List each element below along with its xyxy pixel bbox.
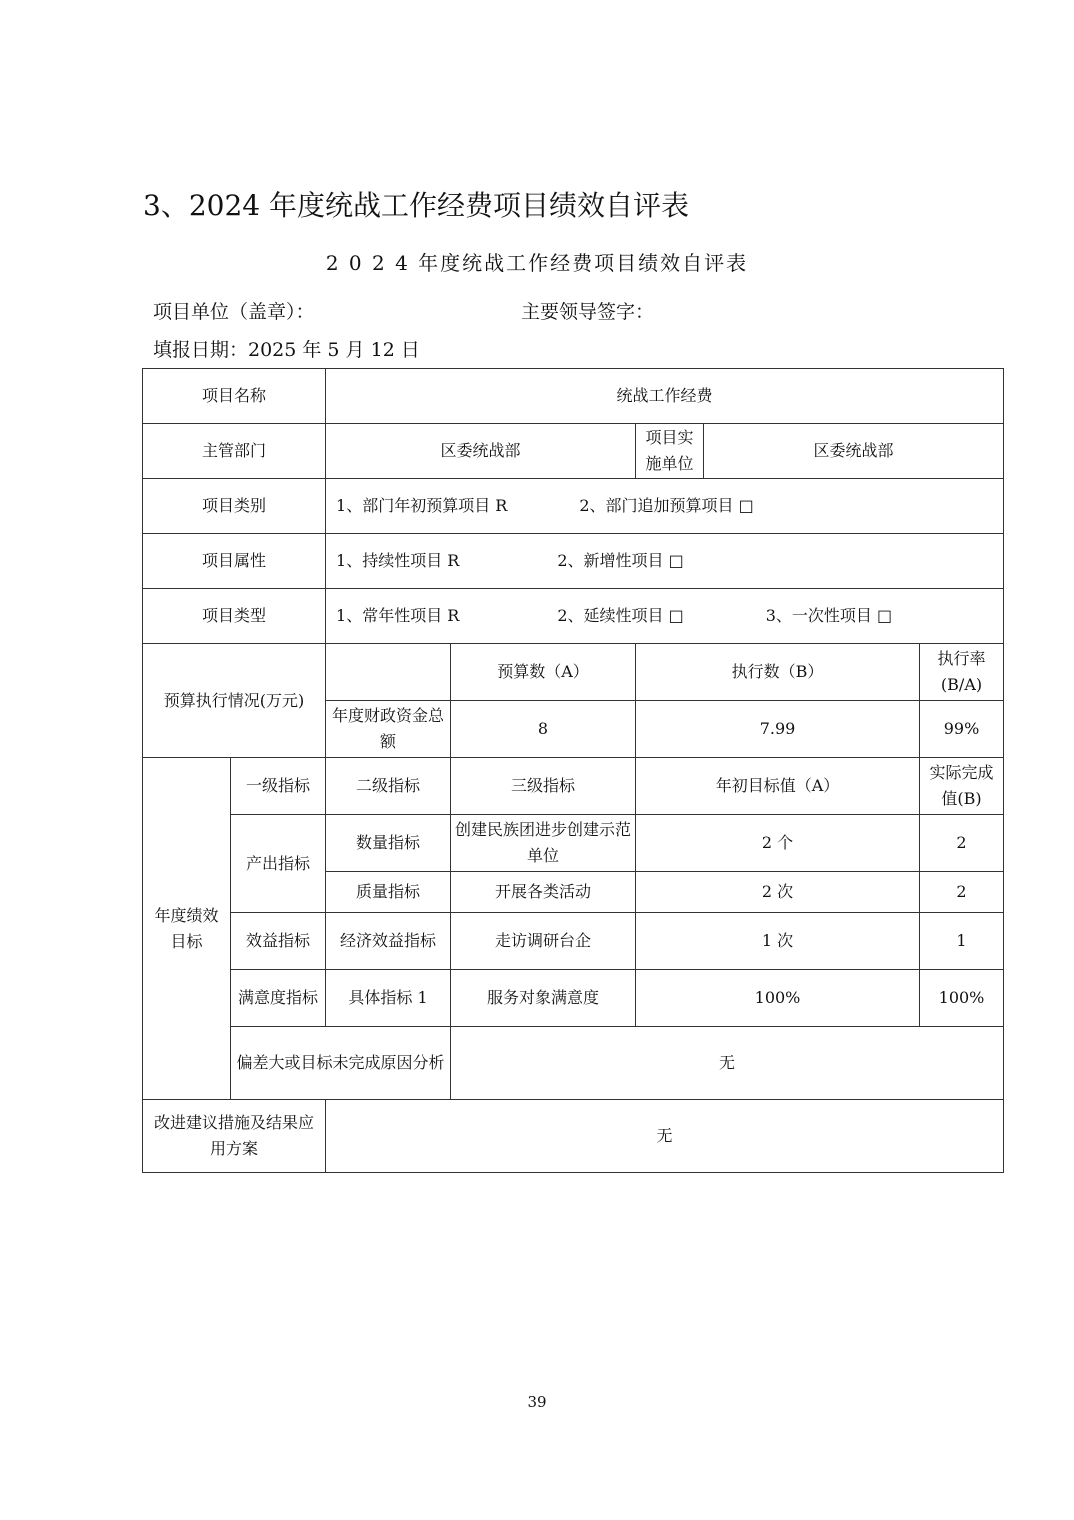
dept-label: 主管部门 (143, 424, 326, 479)
table-row (143, 913, 1004, 970)
budget-rate-value: 99% (920, 701, 1004, 758)
col-level3: 三级指标 (451, 758, 636, 815)
leader-signature-label: 主要领导签字： (521, 301, 655, 323)
budget-empty-cell (326, 644, 451, 701)
type-label: 项目类型 (143, 589, 326, 644)
indicator-target: 100% (636, 970, 920, 1027)
indicator-level3: 走访调研台企 (451, 913, 636, 970)
indicator-level2: 经济效益指标 (326, 913, 451, 970)
improvement-value: 无 (326, 1100, 1004, 1173)
col-actual: 实际完成值(B) (920, 758, 1004, 815)
impl-value: 区委统战部 (704, 424, 1004, 479)
attribute-label: 项目属性 (143, 534, 326, 589)
indicator-actual: 1 (920, 913, 1004, 970)
dept-value: 区委统战部 (326, 424, 636, 479)
type-option-3: 3、一次性项目 □ (765, 606, 893, 625)
indicator-level2: 质量指标 (326, 872, 451, 913)
deviation-value: 无 (451, 1027, 1004, 1100)
budget-b-value: 7.99 (636, 701, 920, 758)
page-heading: 3、2024 年度统战工作经费项目绩效自评表 (143, 189, 689, 222)
attribute-options (326, 534, 1004, 589)
indicator-actual: 2 (920, 815, 1004, 872)
indicator-level3: 创建民族团进步创建示范单位 (451, 815, 636, 872)
attribute-option-1: 1、持续性项目 R (336, 551, 460, 570)
row-department (143, 424, 1004, 479)
budget-col-a: 预算数（A） (451, 644, 636, 701)
budget-col-b: 执行数（B） (636, 644, 920, 701)
type-option-2: 2、延续性项目 □ (557, 606, 684, 625)
category-option-1: 1、部门年初预算项目 R (336, 496, 508, 515)
indicator-target: 2 次 (636, 872, 920, 913)
row-category (143, 479, 1004, 534)
indicator-actual: 100% (920, 970, 1004, 1027)
indicator-target: 1 次 (636, 913, 920, 970)
row-deviation (143, 1027, 1004, 1100)
table-title: 2 0 2 4 年度统战工作经费项目绩效自评表 (325, 251, 749, 275)
budget-a-value: 8 (451, 701, 636, 758)
perf-goal-label: 年度绩效目标 (143, 758, 231, 1100)
performance-table (142, 368, 1004, 1173)
row-budget-header (143, 644, 1004, 701)
budget-row-label: 年度财政资金总额 (326, 701, 451, 758)
col-target: 年初目标值（A） (636, 758, 920, 815)
attribute-option-2: 2、新增性项目 □ (557, 551, 684, 570)
table-row (143, 815, 1004, 872)
row-improvement (143, 1100, 1004, 1173)
indicator-target: 2 个 (636, 815, 920, 872)
row-type (143, 589, 1004, 644)
project-unit-label: 项目单位（盖章）： (153, 301, 315, 323)
fill-date: 填报日期：2025 年 5 月 12 日 (153, 339, 420, 361)
col-level2: 二级指标 (326, 758, 451, 815)
row-indicator-header (143, 758, 1004, 815)
page-number: 39 (527, 1393, 547, 1411)
benefit-indicator-label: 效益指标 (231, 913, 326, 970)
row-attribute (143, 534, 1004, 589)
indicator-level3: 服务对象满意度 (451, 970, 636, 1027)
col-level1: 一级指标 (231, 758, 326, 815)
category-options (326, 479, 1004, 534)
impl-label: 项目实施单位 (636, 424, 704, 479)
type-option-1: 1、常年性项目 R (336, 606, 460, 625)
type-options (326, 589, 1004, 644)
improvement-label: 改进建议措施及结果应用方案 (143, 1100, 326, 1173)
category-option-2: 2、部门追加预算项目 □ (579, 496, 754, 515)
indicator-actual: 2 (920, 872, 1004, 913)
deviation-label: 偏差大或目标未完成原因分析 (231, 1027, 451, 1100)
budget-label: 预算执行情况(万元) (143, 644, 326, 758)
budget-col-rate: 执行率(B/A) (920, 644, 1004, 701)
project-name-value: 统战工作经费 (326, 369, 1004, 424)
category-label: 项目类别 (143, 479, 326, 534)
row-project-name (143, 369, 1004, 424)
indicator-level2: 具体指标 1 (326, 970, 451, 1027)
indicator-level3: 开展各类活动 (451, 872, 636, 913)
indicator-level2: 数量指标 (326, 815, 451, 872)
table-row (143, 970, 1004, 1027)
project-name-label: 项目名称 (143, 369, 326, 424)
satisfaction-indicator-label: 满意度指标 (231, 970, 326, 1027)
output-indicator-label: 产出指标 (231, 815, 326, 913)
